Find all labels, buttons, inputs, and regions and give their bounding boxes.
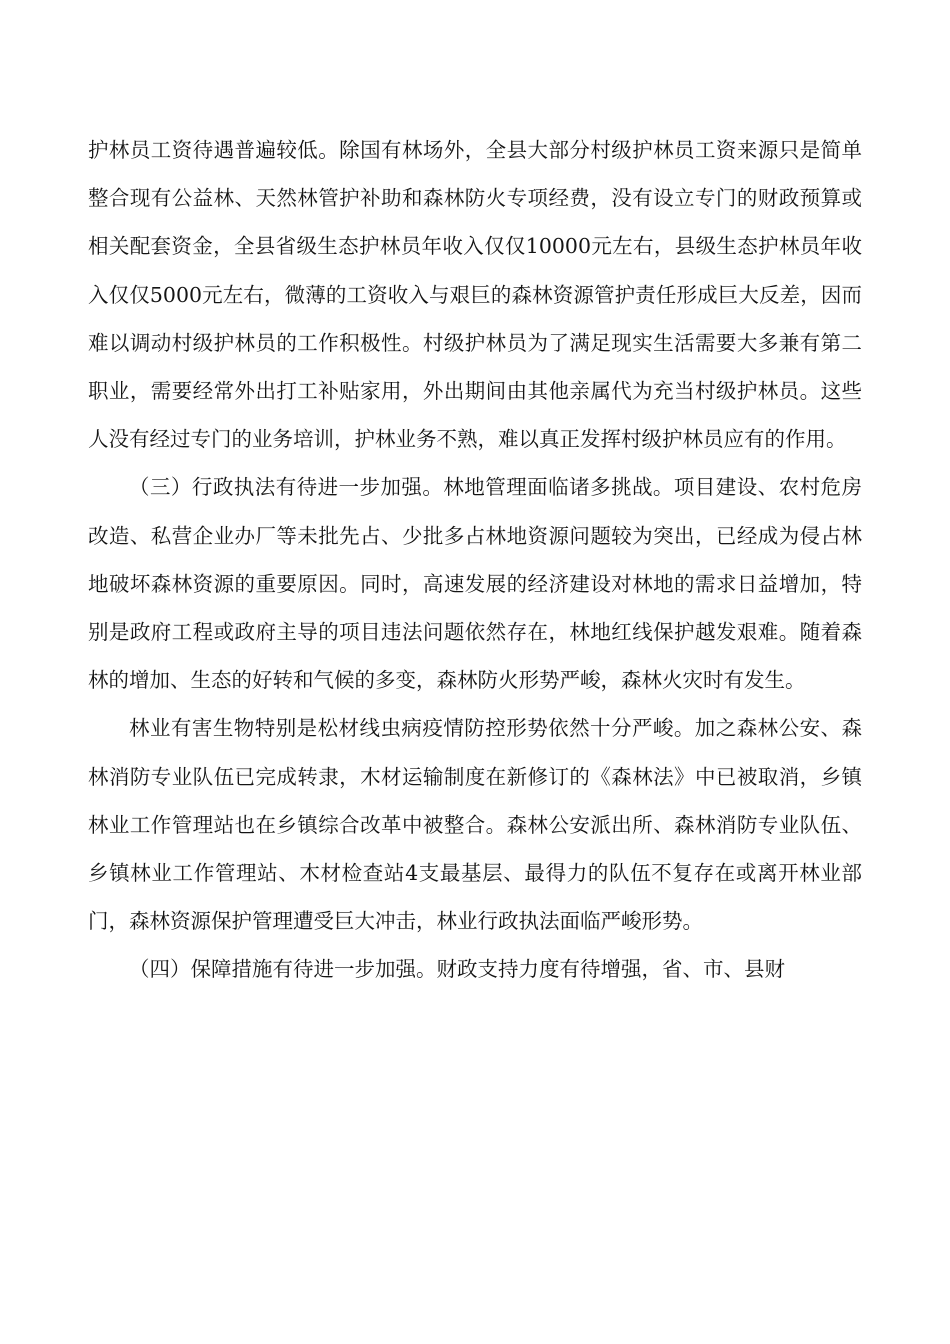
paragraph-forest-ranger-wages: 护林员工资待遇普遍较低。除国有林场外，全县大部分村级护林员工资来源只是简单整合现有公益林、天然林管护补助和森林防火专项经费，没有设立专门的财政预算或相关配套资金，全县省级生态护林员年收入仅仅10000元左右，县级生态护林员年收入仅仅5000元左右，微薄的工资收入与艰巨的森林资源管护责任形成巨大反差，因而难以调动村级护林员的工作积极性。村级护林员为了满足现实生活需要大多兼有第二职业，需要经常外出打工补贴家用，外出期间由其他亲属代为充当村级护林员。这些人没有经过专门的业务培训，护林业务不熟，难以真正发挥村级护林员应有的作用。 <box>88 138 862 452</box>
paragraph-pest-control-and-law-enforcement: 林业有害生物特别是松材线虫病疫情防控形势依然十分严峻。加之森林公安、森林消防专业队伍已完成转隶，木材运输制度在新修订的《森林法》中已被取消，乡镇林业工作管理站也在乡镇综合改革中被整合。森林公安派出所、森林消防专业队伍、乡镇林业工作管理站、木材检查站4支最基层、最得力的队伍不复存在或离开林业部门，森林资源保护管理遭受巨大冲击，林业行政执法面临严峻形势。 <box>88 716 862 934</box>
paragraph-administrative-enforcement: （三）行政执法有待进一步加强。林地管理面临诸多挑战。项目建设、农村危房改造、私营企业办厂等未批先占、少批多占林地资源问题较为突出，已经成为侵占林地破坏森林资源的重要原因。同时，高速发展的经济建设对林地的需求日益增加，特别是政府工程或政府主导的项目违法问题依然存在，林地红线保护越发艰难。随着森林的增加、生态的好转和气候的多变，森林防火形势严峻，森林火灾时有发生。 <box>88 475 862 693</box>
document-body <box>88 126 862 994</box>
paragraph-safeguard-measures: （四）保障措施有待进一步加强。财政支持力度有待增强，省、市、县财 <box>129 957 785 982</box>
